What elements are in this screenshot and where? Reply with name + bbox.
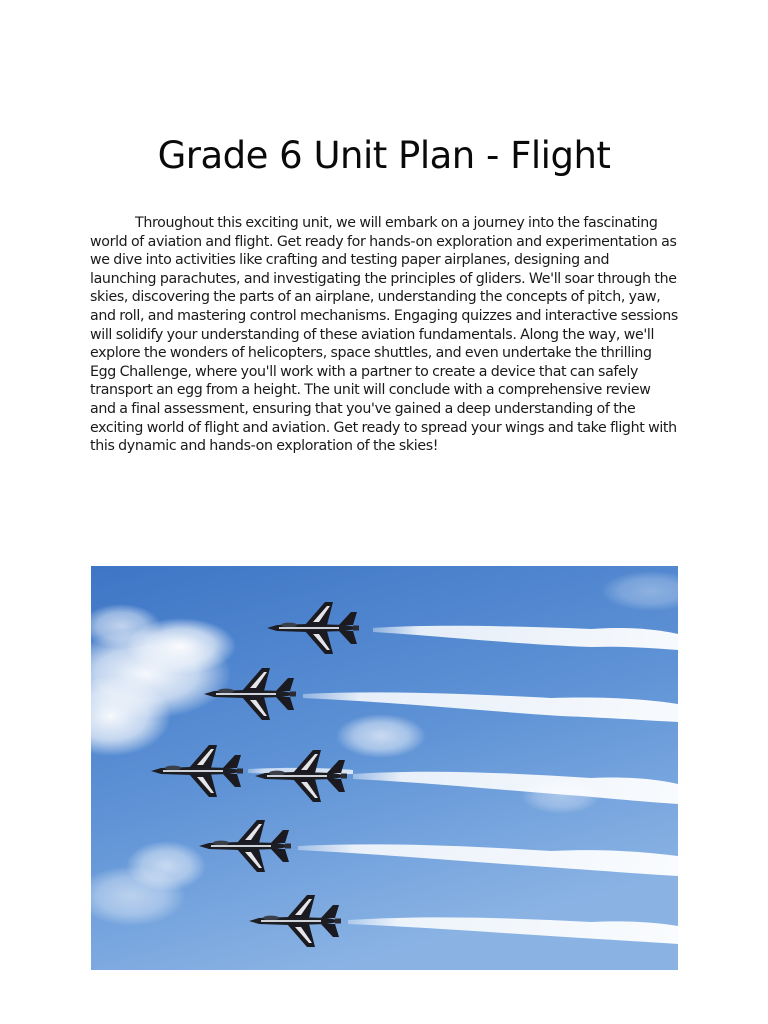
photo-canvas — [91, 566, 678, 970]
page-title: Grade 6 Unit Plan - Flight — [157, 134, 611, 177]
intro-paragraph: Throughout this exciting unit, we will embark on a journey into the fascinating world of aviation and flight. Get ready for hands-on exploration and experimentation as we dive into activities like crafting and testing paper airplanes, designing and launching parachutes, and investigating the principles of gliders. We'll soar through the skies, discovering the parts of an airplane, understanding the concepts of pitch, yaw, and roll, and mastering control mechanisms. Engaging quizzes and interactive sessions will solidify your understanding of these aviation fundamentals. Along the way, we'll explore the wonders of helicopters, space shuttles, and even undertake the thrilling Egg Challenge, where you'll work with a partner to create a device that can safely transport an egg from a height. The unit will conclude with a comprehensive review and a final assessment, ensuring that you've gained a deep understanding of the exciting world of flight and aviation. Get ready to spread your wings and take flight with this dynamic and hands-on exploration of the skies! — [90, 215, 678, 455]
jets-formation-photo — [91, 566, 678, 970]
